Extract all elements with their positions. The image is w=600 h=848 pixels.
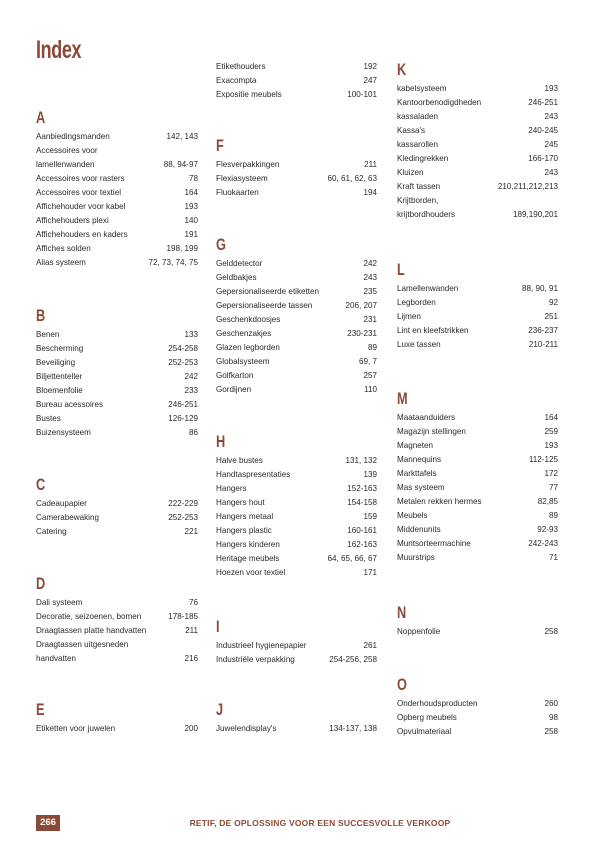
- section-letter: G: [216, 235, 226, 254]
- index-section-e: [36, 700, 198, 736]
- index-entry-label: kabelsysteem: [397, 84, 447, 93]
- index-entry: [397, 194, 558, 208]
- index-entry-label: Affiches solden: [36, 244, 91, 253]
- index-entry: [216, 355, 377, 369]
- index-entry-pages: 252-253: [168, 358, 198, 367]
- index-entry: [397, 110, 558, 124]
- index-entry: [397, 425, 558, 439]
- index-entry: [397, 697, 558, 711]
- index-entry-pages: 89: [367, 343, 377, 352]
- index-entry: [216, 299, 377, 313]
- index-entry-label: Glazen legborden: [216, 343, 280, 352]
- index-entry-pages: 82,85: [537, 497, 558, 506]
- index-entry-label: Globalsysteem: [216, 357, 270, 366]
- index-entry-label: Lamellenwanden: [397, 284, 459, 293]
- index-entry-pages: 72, 73, 74, 75: [148, 258, 198, 267]
- index-entry-label: Affichehouders en kaders: [36, 230, 128, 239]
- index-entry-pages: 258: [544, 727, 558, 736]
- index-entry-pages: 193: [544, 441, 558, 450]
- index-entry: [216, 271, 377, 285]
- index-entry-label: Gepersionaliseerde etiketten: [216, 287, 320, 296]
- index-section-m: [397, 389, 558, 565]
- index-entry: [36, 228, 198, 242]
- index-entry: [397, 411, 558, 425]
- index-entry: [216, 524, 377, 538]
- index-entry-label: Biljettenteller: [36, 372, 83, 381]
- index-entry-pages: 69, 7: [358, 357, 377, 366]
- index-entry-pages: 139: [363, 470, 377, 479]
- index-section-j: [216, 700, 377, 736]
- index-entry-pages: 191: [184, 230, 198, 239]
- index-entry: [216, 172, 377, 186]
- index-entry-label: Middenunits: [397, 525, 441, 534]
- index-entry: [36, 497, 198, 511]
- index-entry-pages: 152-163: [347, 484, 377, 493]
- index-entry: [36, 638, 198, 652]
- index-entry-label: Bustes: [36, 414, 61, 423]
- index-entry: [36, 342, 198, 356]
- section-letter: N: [397, 603, 407, 622]
- index-entry: [216, 383, 377, 397]
- index-entry-label: Hangers metaal: [216, 512, 274, 521]
- index-entry-pages: 98: [548, 713, 558, 722]
- index-entry: [216, 158, 377, 172]
- index-entry: [36, 186, 198, 200]
- index-entry-label: Halve bustes: [216, 456, 263, 465]
- index-entry-pages: 77: [548, 483, 558, 492]
- index-entry-pages: 230-231: [347, 329, 377, 338]
- index-entry: [397, 296, 558, 310]
- section-letter: F: [216, 136, 224, 155]
- index-section-c: [36, 475, 198, 539]
- index-entry-label: Bureau acessoires: [36, 400, 104, 409]
- index-entry-pages: 92: [548, 298, 558, 307]
- index-entry-label: Geschenkdoosjes: [216, 315, 281, 324]
- index-entry-label: Muntsorteermachine: [397, 539, 471, 548]
- index-entry-label: Handtaspresentaties: [216, 470, 291, 479]
- index-entry: [36, 214, 198, 228]
- index-entry: [216, 468, 377, 482]
- index-entry-pages: 192: [363, 62, 377, 71]
- index-section-l: [397, 260, 558, 352]
- index-entry-label: Krijtborden,: [397, 196, 439, 205]
- index-entry-label: Meubels: [397, 511, 428, 520]
- index-entry-pages: 247: [363, 76, 377, 85]
- index-entry: [36, 172, 198, 186]
- index-entry-label: Legborden: [397, 298, 436, 307]
- index-entry: [216, 257, 377, 271]
- index-section-k: [397, 60, 558, 222]
- index-entry-pages: 206, 207: [345, 301, 377, 310]
- index-entry: [36, 652, 198, 666]
- index-entry-pages: 172: [544, 469, 558, 478]
- index-entry-pages: 222-229: [168, 499, 198, 508]
- index-section-g: [216, 235, 377, 397]
- footer-tagline: RETIF, DE OPLOSSING VOOR EEN SUCCESVOLLE VERKOOP: [189, 818, 451, 828]
- index-entry: [36, 242, 198, 256]
- index-entry-label: Hoezen voor textiel: [216, 568, 286, 577]
- section-letter: H: [216, 432, 226, 451]
- index-entry-label: Gelddetector: [216, 259, 263, 268]
- index-entry: [36, 384, 198, 398]
- index-entry: [36, 200, 198, 214]
- index-entry-label: Golfkarton: [216, 371, 254, 380]
- index-entry-pages: 246-251: [528, 98, 558, 107]
- index-entry: [397, 310, 558, 324]
- index-section-b: [36, 306, 198, 440]
- index-entry: [216, 639, 377, 653]
- index-entry: [216, 510, 377, 524]
- index-entry-pages: 126-129: [168, 414, 198, 423]
- index-entry: [397, 467, 558, 481]
- index-entry-label: Expositie meubels: [216, 90, 282, 99]
- index-entry: [397, 625, 558, 639]
- index-entry-pages: 240-245: [528, 126, 558, 135]
- index-entry-pages: 160-161: [347, 526, 377, 535]
- index-entry-label: Juwelendisplay's: [216, 724, 277, 733]
- index-entry-label: Lint en kleefstrikken: [397, 326, 469, 335]
- index-entry-pages: 211: [185, 626, 198, 635]
- index-entry-label: Bloemenfolie: [36, 386, 83, 395]
- index-entry-label: Draagtassen uitgesneden: [36, 640, 129, 649]
- index-entry-pages: 112-125: [528, 455, 558, 464]
- index-entry: [36, 158, 198, 172]
- index-entry: [36, 624, 198, 638]
- index-entry-label: Kantoorbenodigdheden: [397, 98, 482, 107]
- index-entry-pages: 200: [184, 724, 198, 733]
- index-section-e-continued: [216, 60, 377, 102]
- index-entry-label: Kassa's: [397, 126, 426, 135]
- section-letter: I: [216, 617, 220, 636]
- index-entry-label: Exacompta: [216, 76, 257, 85]
- index-entry: [397, 439, 558, 453]
- index-entry-label: Aanbiedingsmanden: [36, 132, 110, 141]
- index-entry-label: Luxe tassen: [397, 340, 441, 349]
- index-entry-label: Lijmen: [397, 312, 421, 321]
- index-entry: [36, 511, 198, 525]
- section-letter: J: [216, 700, 224, 719]
- index-entry-label: Gepersionaliseerde tassen: [216, 301, 313, 310]
- index-entry: [216, 538, 377, 552]
- index-entry: [397, 124, 558, 138]
- index-entry-pages: 171: [363, 568, 377, 577]
- index-entry-pages: 242: [363, 259, 377, 268]
- index-entry-label: Kraft tassen: [397, 182, 441, 191]
- index-entry: [397, 537, 558, 551]
- index-entry: [397, 711, 558, 725]
- index-entry: [36, 398, 198, 412]
- index-entry-label: Maataanduiders: [397, 413, 456, 422]
- index-entry: [216, 653, 377, 667]
- index-entry: [216, 552, 377, 566]
- index-entry: [36, 328, 198, 342]
- index-entry-label: kassarollen: [397, 140, 438, 149]
- index-entry-label: Bescherming: [36, 344, 84, 353]
- index-entry-pages: 140: [184, 216, 198, 225]
- index-entry: [36, 525, 198, 539]
- index-entry: [397, 324, 558, 338]
- index-entry-label: Accessoires voor textiel: [36, 188, 122, 197]
- index-entry: [397, 96, 558, 110]
- index-entry-pages: 194: [363, 188, 377, 197]
- index-entry-label: kassaladen: [397, 112, 438, 121]
- index-entry-pages: 259: [544, 427, 558, 436]
- index-entry: [36, 412, 198, 426]
- index-entry-label: Beveiliging: [36, 358, 76, 367]
- index-entry-pages: 252-253: [168, 513, 198, 522]
- index-entry: [397, 152, 558, 166]
- index-entry-label: Magazijn stellingen: [397, 427, 466, 436]
- index-section-a: [36, 108, 198, 270]
- index-entry-label: Hangers: [216, 484, 247, 493]
- index-entry-pages: 210,211,212,213: [497, 182, 558, 191]
- index-entry-label: Kledingrekken: [397, 154, 449, 163]
- index-entry-label: Affichehouder voor kabel: [36, 202, 126, 211]
- index-entry-label: Etiketten voor juwelen: [36, 724, 116, 733]
- index-entry-label: Decoratie, seizoenen, bomen: [36, 612, 142, 621]
- index-entry-pages: 257: [363, 371, 377, 380]
- index-entry-label: Dali systeem: [36, 598, 83, 607]
- index-entry: [36, 130, 198, 144]
- index-entry: [36, 610, 198, 624]
- page-number: 266: [36, 815, 60, 831]
- index-entry-label: Hangers plastic: [216, 526, 272, 535]
- index-entry-label: Gordijnen: [216, 385, 252, 394]
- index-entry-pages: 193: [544, 84, 558, 93]
- index-entry-label: krijtbordhouders: [397, 210, 456, 219]
- index-entry-label: Muurstrips: [397, 553, 435, 562]
- index-entry-pages: 164: [184, 188, 198, 197]
- page-title: Index: [36, 36, 82, 64]
- index-entry-pages: 236-237: [528, 326, 558, 335]
- index-entry-label: Noppenfolie: [397, 627, 441, 636]
- index-entry-pages: 134-137, 138: [329, 724, 377, 733]
- index-entry: [216, 454, 377, 468]
- index-entry-pages: 154-158: [347, 498, 377, 507]
- index-section-o: [397, 675, 558, 739]
- index-entry-pages: 64, 65, 66, 67: [327, 554, 377, 563]
- index-entry-label: Opberg meubels: [397, 713, 457, 722]
- index-entry: [216, 327, 377, 341]
- index-entry: [216, 369, 377, 383]
- index-entry: [397, 82, 558, 96]
- index-entry-label: Industrieel hygienepapier: [216, 641, 307, 650]
- index-entry: [397, 338, 558, 352]
- index-entry-label: Etikethouders: [216, 62, 266, 71]
- section-letter: K: [397, 60, 407, 79]
- index-section-h: [216, 432, 377, 580]
- index-entry-label: Fluokaarten: [216, 188, 259, 197]
- section-letter: A: [36, 108, 46, 127]
- index-entry-pages: 78: [188, 174, 198, 183]
- index-entry-pages: 131, 132: [345, 456, 377, 465]
- index-entry: [397, 551, 558, 565]
- section-letter: D: [36, 574, 46, 593]
- index-entry: [216, 285, 377, 299]
- index-entry-pages: 254-258: [168, 344, 198, 353]
- index-entry: [397, 282, 558, 296]
- index-entry: [216, 566, 377, 580]
- index-entry: [36, 370, 198, 384]
- index-entry-label: Hangers hout: [216, 498, 265, 507]
- index-entry-label: Magneten: [397, 441, 433, 450]
- section-letter: E: [36, 700, 45, 719]
- index-entry: [397, 725, 558, 739]
- index-entry-pages: 254-256, 258: [329, 655, 377, 664]
- index-entry-pages: 88, 90, 91: [521, 284, 558, 293]
- index-entry-pages: 211: [364, 160, 377, 169]
- index-entry: [36, 596, 198, 610]
- index-entry-label: Cadeaupapier: [36, 499, 87, 508]
- index-entry-label: Mannequins: [397, 455, 442, 464]
- index-entry-pages: 258: [544, 627, 558, 636]
- index-entry: [216, 74, 377, 88]
- index-entry-pages: 242: [184, 372, 198, 381]
- index-entry-pages: 166-170: [528, 154, 558, 163]
- index-entry: [216, 496, 377, 510]
- index-entry: [397, 208, 558, 222]
- index-entry-pages: 71: [548, 553, 558, 562]
- index-entry: [216, 482, 377, 496]
- index-section-i: [216, 617, 377, 667]
- index-entry: [216, 88, 377, 102]
- index-entry: [36, 722, 198, 736]
- index-entry-label: Alias systeem: [36, 258, 86, 267]
- index-entry-pages: 246-251: [168, 400, 198, 409]
- index-entry-pages: 88, 94-97: [163, 160, 198, 169]
- index-entry-pages: 233: [184, 386, 198, 395]
- index-section-d: [36, 574, 198, 666]
- index-entry-pages: 189,190,201: [512, 210, 558, 219]
- index-entry-label: Draagtassen platte handvatten: [36, 626, 147, 635]
- index-entry: [36, 256, 198, 270]
- index-entry-pages: 235: [363, 287, 377, 296]
- index-entry: [36, 426, 198, 440]
- index-entry: [216, 186, 377, 200]
- index-entry-pages: 100-101: [347, 90, 377, 99]
- index-entry: [397, 523, 558, 537]
- index-entry-label: Kluizen: [397, 168, 424, 177]
- index-entry-label: Benen: [36, 330, 60, 339]
- index-entry-pages: 193: [184, 202, 198, 211]
- index-entry-label: Hangers kinderen: [216, 540, 280, 549]
- index-entry: [397, 481, 558, 495]
- index-entry-pages: 243: [544, 112, 558, 121]
- section-letter: O: [397, 675, 407, 694]
- index-entry-pages: 159: [363, 512, 377, 521]
- index-entry-pages: 142, 143: [166, 132, 198, 141]
- index-entry-label: Markttafels: [397, 469, 437, 478]
- index-entry-label: Buizensysteem: [36, 428, 91, 437]
- index-entry-label: lamellenwanden: [36, 160, 95, 169]
- index-entry-label: Flexiasysteem: [216, 174, 268, 183]
- index-entry-pages: 221: [184, 527, 198, 536]
- index-entry-label: Geschenzakjes: [216, 329, 272, 338]
- index-entry-pages: 231: [363, 315, 377, 324]
- index-entry: [397, 166, 558, 180]
- index-entry-pages: 89: [548, 511, 558, 520]
- section-letter: B: [36, 306, 46, 325]
- index-section-n: [397, 603, 558, 639]
- index-entry-pages: 133: [184, 330, 198, 339]
- index-entry-label: Accessoires voor: [36, 146, 98, 155]
- index-entry: [397, 509, 558, 523]
- index-entry-label: Flesverpakkingen: [216, 160, 280, 169]
- index-entry: [216, 313, 377, 327]
- index-entry: [216, 341, 377, 355]
- index-entry-label: handvatten: [36, 654, 77, 663]
- index-entry-label: Camerabewaking: [36, 513, 99, 522]
- index-entry-label: Accessoires voor rasters: [36, 174, 125, 183]
- index-entry-label: Opvulmateriaal: [397, 727, 452, 736]
- index-entry-pages: 243: [544, 168, 558, 177]
- index-entry-pages: 210-211: [528, 340, 558, 349]
- index-entry-pages: 251: [544, 312, 558, 321]
- index-entry-pages: 245: [544, 140, 558, 149]
- index-entry: [36, 356, 198, 370]
- index-entry: [397, 453, 558, 467]
- index-entry-pages: 164: [544, 413, 558, 422]
- index-entry-pages: 261: [363, 641, 377, 650]
- index-entry-pages: 260: [544, 699, 558, 708]
- index-entry: [397, 138, 558, 152]
- index-entry-label: Catering: [36, 527, 67, 536]
- index-entry-label: Metalen rekken hermes: [397, 497, 482, 506]
- index-entry: [216, 60, 377, 74]
- index-entry-pages: 92-93: [537, 525, 558, 534]
- index-entry: [397, 180, 558, 194]
- section-letter: L: [397, 260, 405, 279]
- index-entry-label: Industriële verpakking: [216, 655, 295, 664]
- index-entry-pages: 243: [363, 273, 377, 282]
- index-entry-pages: 76: [188, 598, 198, 607]
- index-entry-label: Geldbakjes: [216, 273, 257, 282]
- section-letter: C: [36, 475, 46, 494]
- index-entry-label: Mas systeem: [397, 483, 445, 492]
- index-entry-label: Affichehouders plexi: [36, 216, 109, 225]
- index-entry-pages: 178-185: [168, 612, 198, 621]
- index-entry-pages: 216: [184, 654, 198, 663]
- index-entry: [36, 144, 198, 158]
- index-entry: [216, 722, 377, 736]
- index-entry-pages: 198, 199: [166, 244, 198, 253]
- index-entry-pages: 242-243: [528, 539, 558, 548]
- index-entry-pages: 110: [364, 385, 377, 394]
- index-entry: [397, 495, 558, 509]
- section-letter: M: [397, 389, 408, 408]
- index-section-f: [216, 136, 377, 200]
- index-entry-pages: 86: [188, 428, 198, 437]
- index-entry-pages: 60, 61, 62, 63: [327, 174, 377, 183]
- index-entry-label: Onderhoudsproducten: [397, 699, 478, 708]
- index-entry-label: Heritage meubels: [216, 554, 280, 563]
- index-entry-pages: 162-163: [347, 540, 377, 549]
